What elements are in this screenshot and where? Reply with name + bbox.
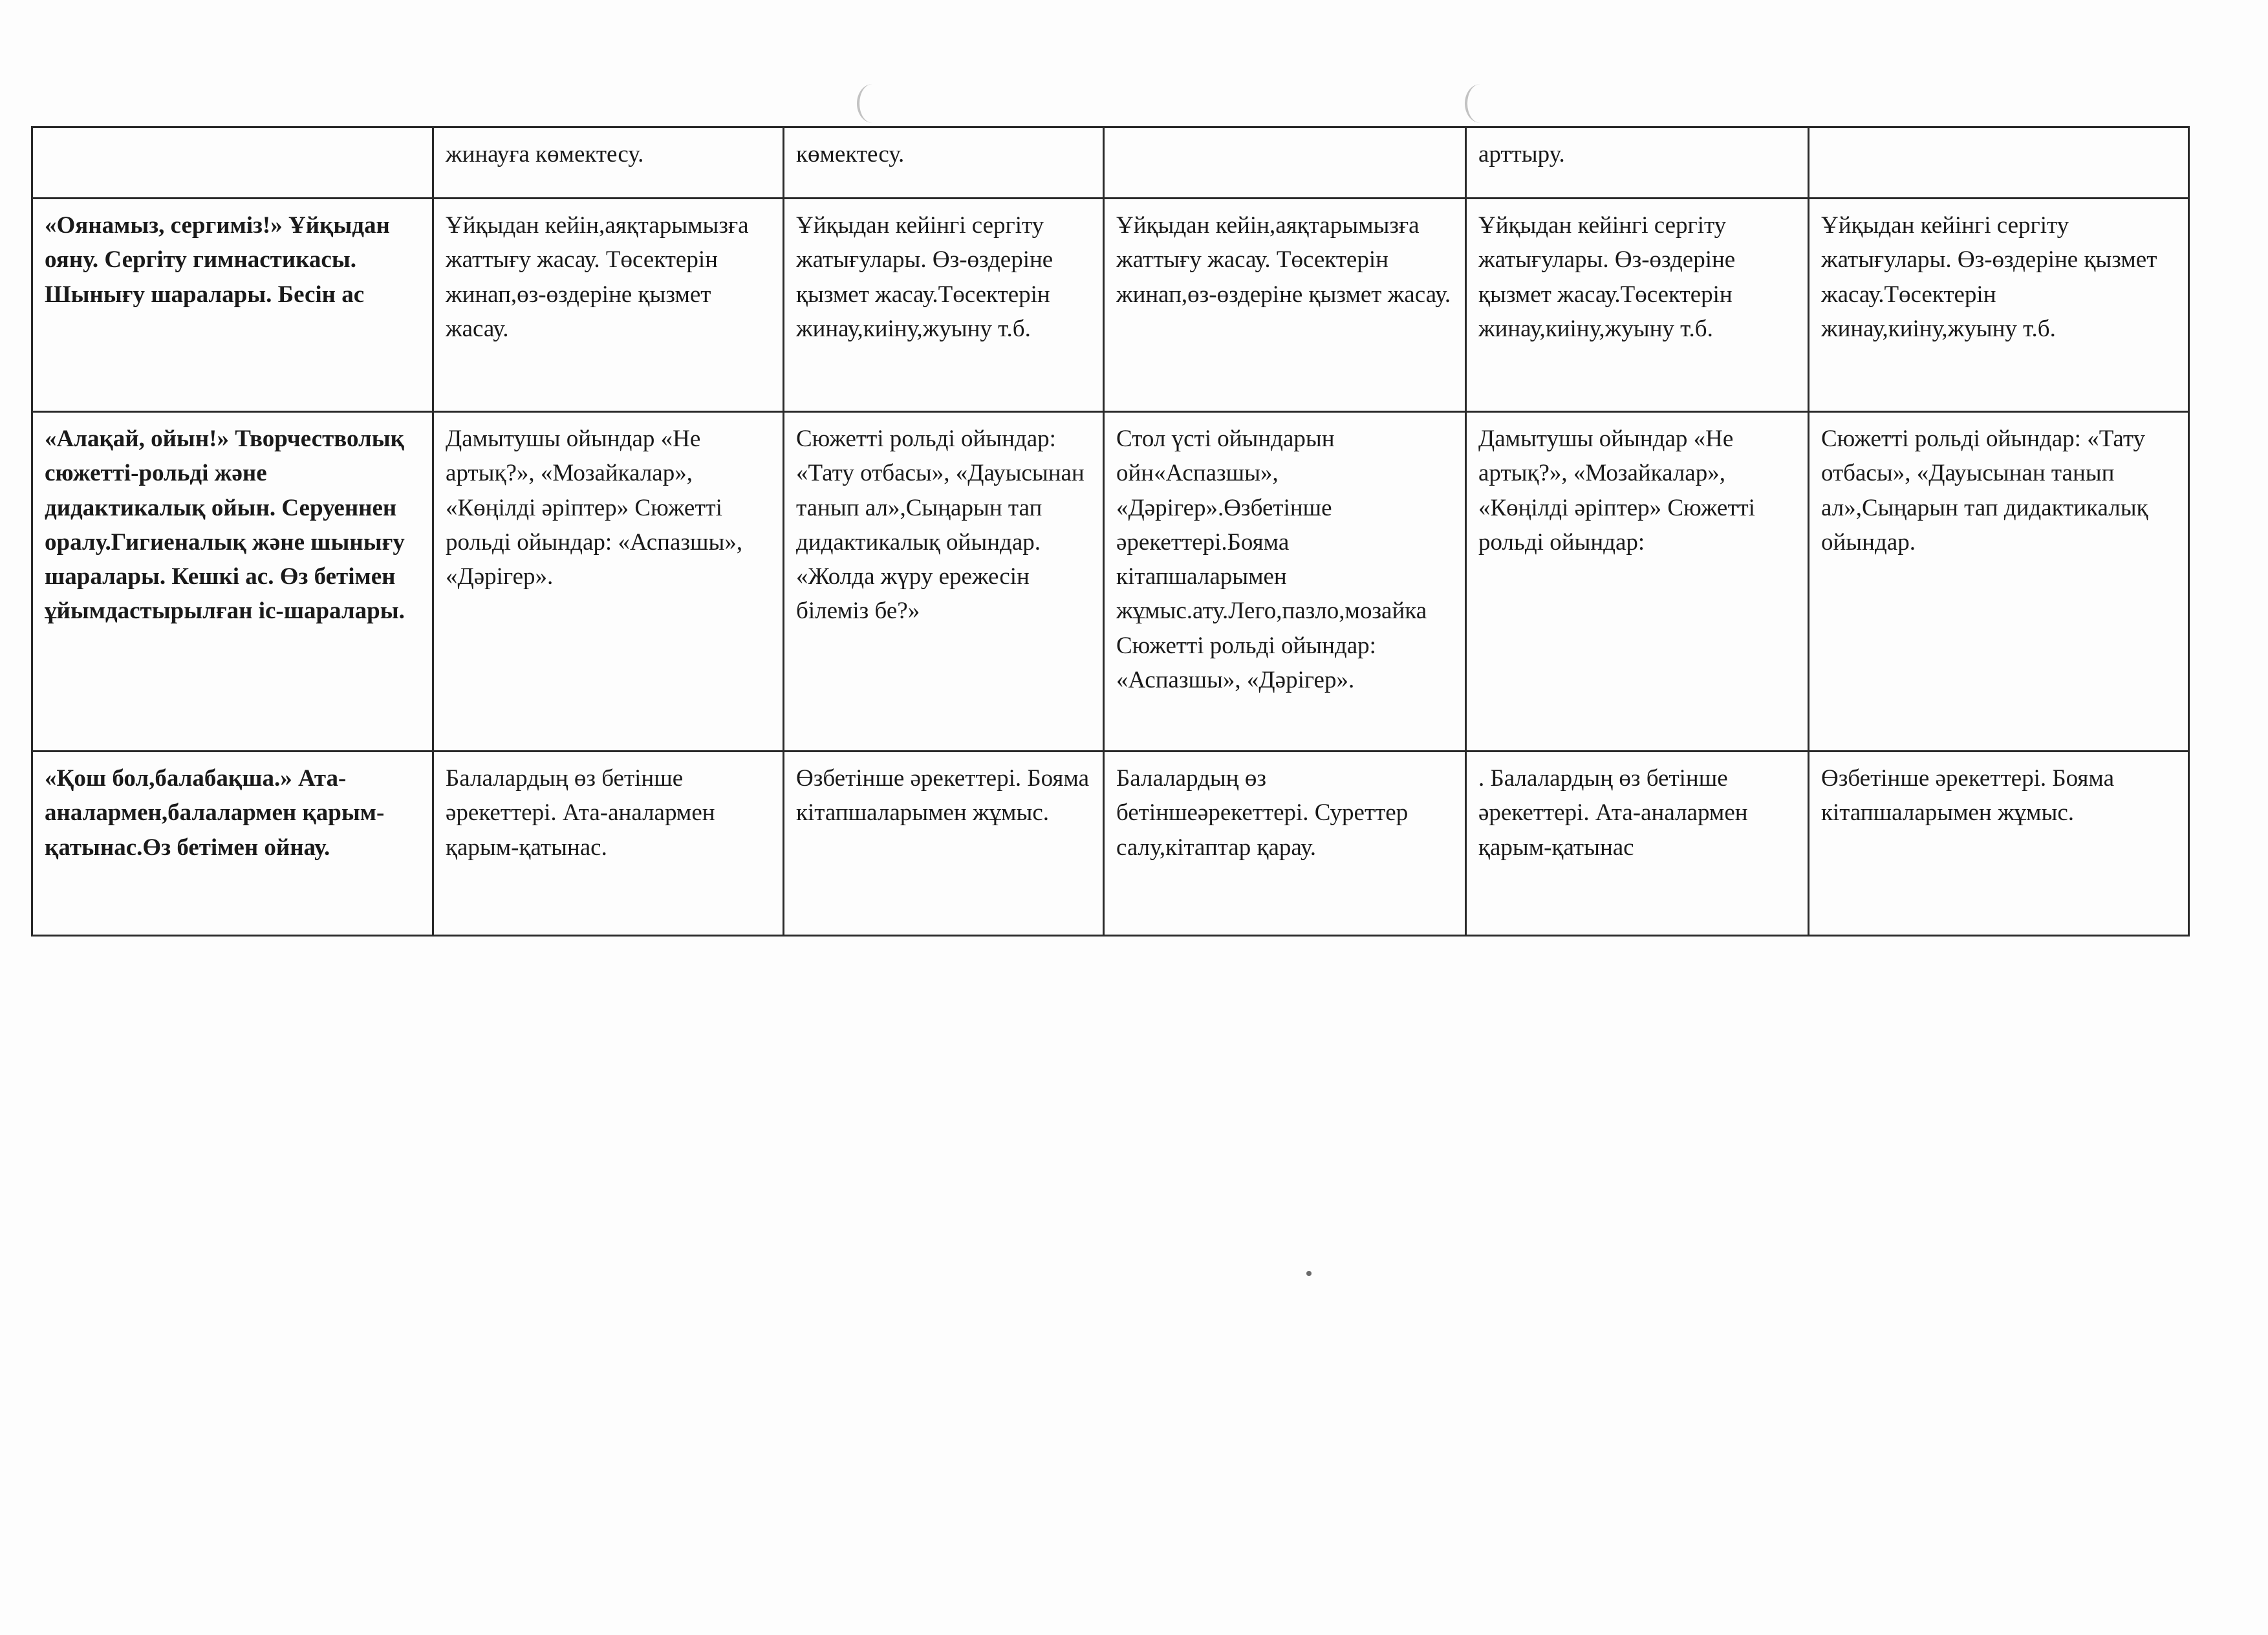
day-cell: көмектесу. <box>784 127 1104 199</box>
schedule-table <box>31 126 2190 937</box>
day-cell: . Балалардың өз бетінше әрекеттері. Ата-аналармен қарым-қатынас <box>1466 752 1809 936</box>
punch-hole-mark <box>857 84 888 123</box>
day-cell: Ұйқыдан кейінгі сергіту жатығулары. Өз-өздеріне қызмет жасау.Төсектерін жинау,киіну,жуыну т.б. <box>1809 199 2189 412</box>
day-cell: Стол үсті ойындарын ойн«Аспазшы», «Дәрігер».Өзбетінше әрекеттері.Бояма кітапшаларымен жұмыс.ату.Лего,пазло,мозайка Сюжетті рольді ойындар: «Аспазшы», «Дәрігер». <box>1104 412 1466 752</box>
table-row <box>32 127 2189 199</box>
table-row <box>32 412 2189 752</box>
day-cell: Сюжетті рольді ойындар: «Тату отбасы», «Дауысынан танып ал»,Сыңарын тап дидактикалық ойындар. <box>1809 412 2189 752</box>
table-row <box>32 199 2189 412</box>
day-cell: Ұйқыдан кейінгі сергіту жатығулары. Өз-өздеріне қызмет жасау.Төсектерін жинау,киіну,жуыну т.б. <box>784 199 1104 412</box>
row-activity-cell: «Оянамыз, сергиміз!» Ұйқыдан ояну. Сергіту гимнастикасы. Шынығу шаралары. Бесін ас <box>32 199 433 412</box>
row-activity-cell <box>32 127 433 199</box>
row-activity-cell: «Қош бол,балабақша.» Ата-аналармен,балалармен қарым-қатынас.Өз бетімен ойнау. <box>32 752 433 936</box>
scan-speck <box>1306 1271 1312 1276</box>
day-cell <box>1809 127 2189 199</box>
day-cell <box>1104 127 1466 199</box>
day-cell: Өзбетінше әрекеттері. Бояма кітапшаларымен жұмыс. <box>784 752 1104 936</box>
day-cell: Балалардың өз бетінше әрекеттері. Ата-аналармен қарым-қатынас. <box>433 752 784 936</box>
table-row <box>32 752 2189 936</box>
day-cell: Ұйқыдан кейін,аяқтарымызға жаттығу жасау. Төсектерін жинап,өз-өздеріне қызмет жасау. <box>433 199 784 412</box>
day-cell: Дамытушы ойындар «Не артық?», «Мозайкалар», «Көңілді әріптер» Сюжетті рольді ойындар: <box>1466 412 1809 752</box>
row-activity-cell: «Алақай, ойын!» Творчестволық сюжетті-рольді және дидактикалық ойын. Серуеннен оралу.Гигиеналық және шынығу шаралары. Кешкі ас. Өз бетімен ұйымдастырылған іс-шаралары. <box>32 412 433 752</box>
day-cell: Ұйқыдан кейін,аяқтарымызға жаттығу жасау. Төсектерін жинап,өз-өздеріне қызмет жасау. <box>1104 199 1466 412</box>
punch-hole-mark <box>1465 84 1496 123</box>
day-cell: арттыру. <box>1466 127 1809 199</box>
day-cell: Өзбетінше әрекеттері. Бояма кітапшаларымен жұмыс. <box>1809 752 2189 936</box>
day-cell: жинауға көмектесу. <box>433 127 784 199</box>
day-cell: Балалардың өз бетіншеәрекеттері. Суреттер салу,кітаптар қарау. <box>1104 752 1466 936</box>
day-cell: Дамытушы ойындар «Не артық?», «Мозайкалар», «Көңілді әріптер» Сюжетті рольді ойындар: «Аспазшы», «Дәрігер». <box>433 412 784 752</box>
day-cell: Сюжетті рольді ойындар: «Тату отбасы», «Дауысынан танып ал»,Сыңарын тап дидактикалық ойындар. «Жолда жүру ережесін білеміз бе?» <box>784 412 1104 752</box>
day-cell: Ұйқыдан кейінгі сергіту жатығулары. Өз-өздеріне қызмет жасау.Төсектерін жинау,киіну,жуыну т.б. <box>1466 199 1809 412</box>
